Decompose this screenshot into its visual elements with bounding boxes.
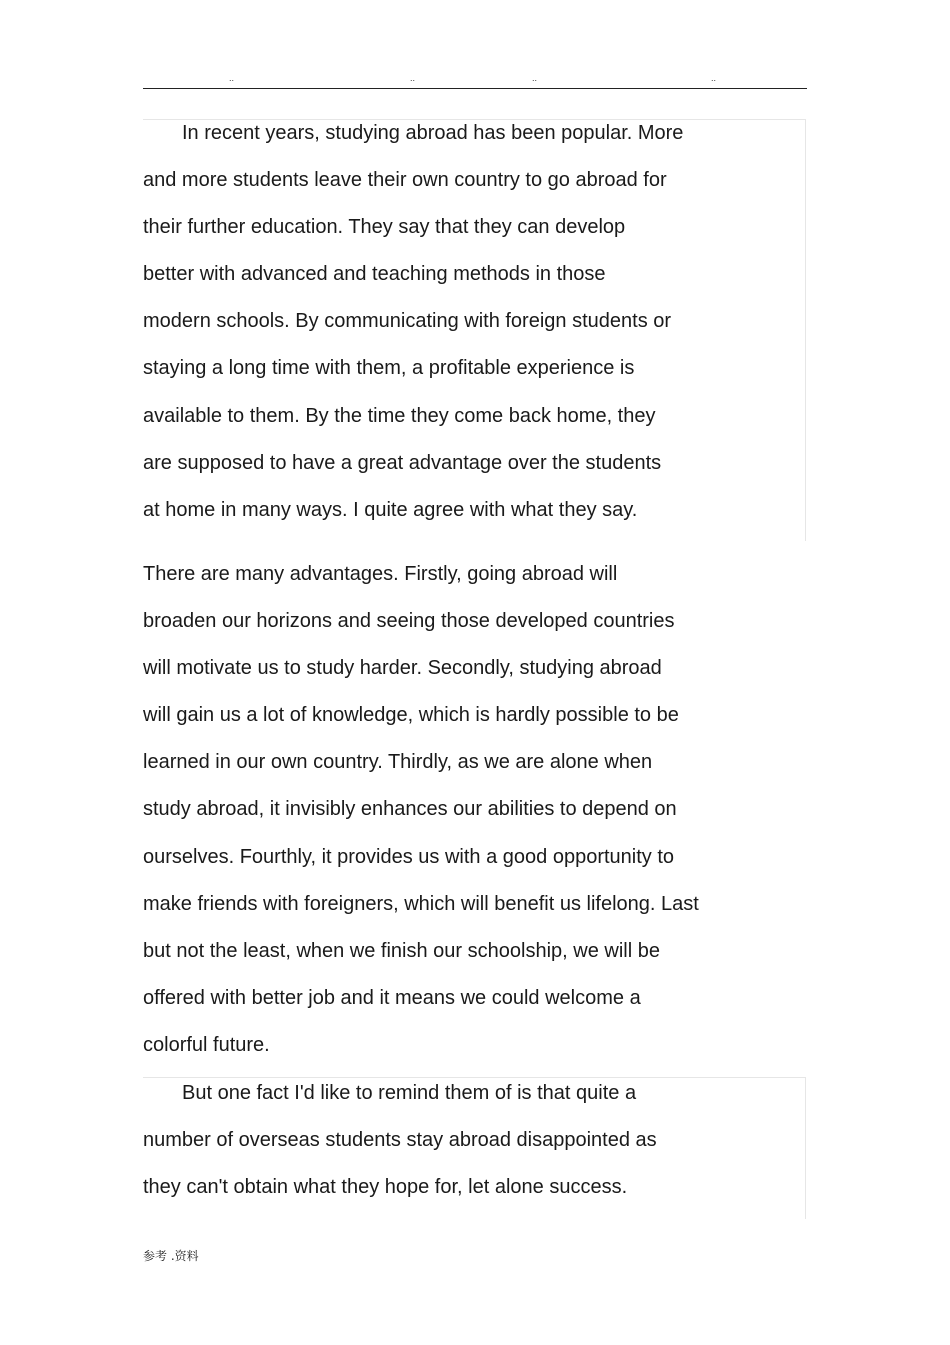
text-line: study abroad, it invisibly enhances our abilities to depend on	[143, 798, 677, 821]
text-line: There are many advantages. Firstly, going abroad will	[143, 563, 618, 585]
text-line: available to them. By the time they come back home, they	[143, 404, 656, 427]
paragraph-3	[143, 1070, 657, 1211]
text-line: will motivate us to study harder. Secondly, studying abroad	[143, 657, 662, 680]
text-line: at home in many ways. I quite agree with what they say.	[143, 498, 638, 521]
text-line: But one fact I'd like to remind them of is that quite a	[182, 1082, 637, 1104]
page-footer: 参考 .资料	[143, 1249, 199, 1263]
header-marks	[0, 72, 950, 86]
paragraph-2	[143, 551, 699, 1069]
header-mark: ..	[229, 73, 235, 83]
text-line: staying a long time with them, a profitable experience is	[143, 357, 635, 380]
text-line: will gain us a lot of knowledge, which is hardly possible to be	[143, 704, 679, 727]
header-mark: ..	[532, 73, 538, 83]
text-line: their further education. They say that they can develop	[143, 216, 626, 239]
text-line: modern schools. By communicating with foreign students or	[143, 310, 672, 333]
text-line: number of overseas students stay abroad disappointed as	[143, 1129, 657, 1152]
text-line: better with advanced and teaching methods in those	[143, 263, 606, 286]
header-mark: ..	[711, 73, 717, 83]
text-line: offered with better job and it means we could welcome a	[143, 986, 641, 1009]
text-line: learned in our own country. Thirdly, as we are alone when	[143, 751, 653, 774]
text-line: ourselves. Fourthly, it provides us with a good opportunity to	[143, 845, 675, 868]
text-line: In recent years, studying abroad has been popular. More	[182, 122, 684, 144]
text-line: make friends with foreigners, which will benefit us lifelong. Last	[143, 892, 699, 915]
header-mark: ..	[410, 73, 416, 83]
text-line: broaden our horizons and seeing those developed countries	[143, 610, 675, 633]
text-line: but not the least, when we finish our schoolship, we will be	[143, 939, 660, 962]
text-line: are supposed to have a great advantage over the students	[143, 451, 662, 474]
text-line: colorful future.	[143, 1033, 270, 1056]
header-rule	[143, 88, 807, 89]
text-line: they can't obtain what they hope for, let alone success.	[143, 1176, 628, 1199]
paragraph-1	[143, 110, 683, 534]
text-line: and more students leave their own country to go abroad for	[143, 169, 667, 192]
